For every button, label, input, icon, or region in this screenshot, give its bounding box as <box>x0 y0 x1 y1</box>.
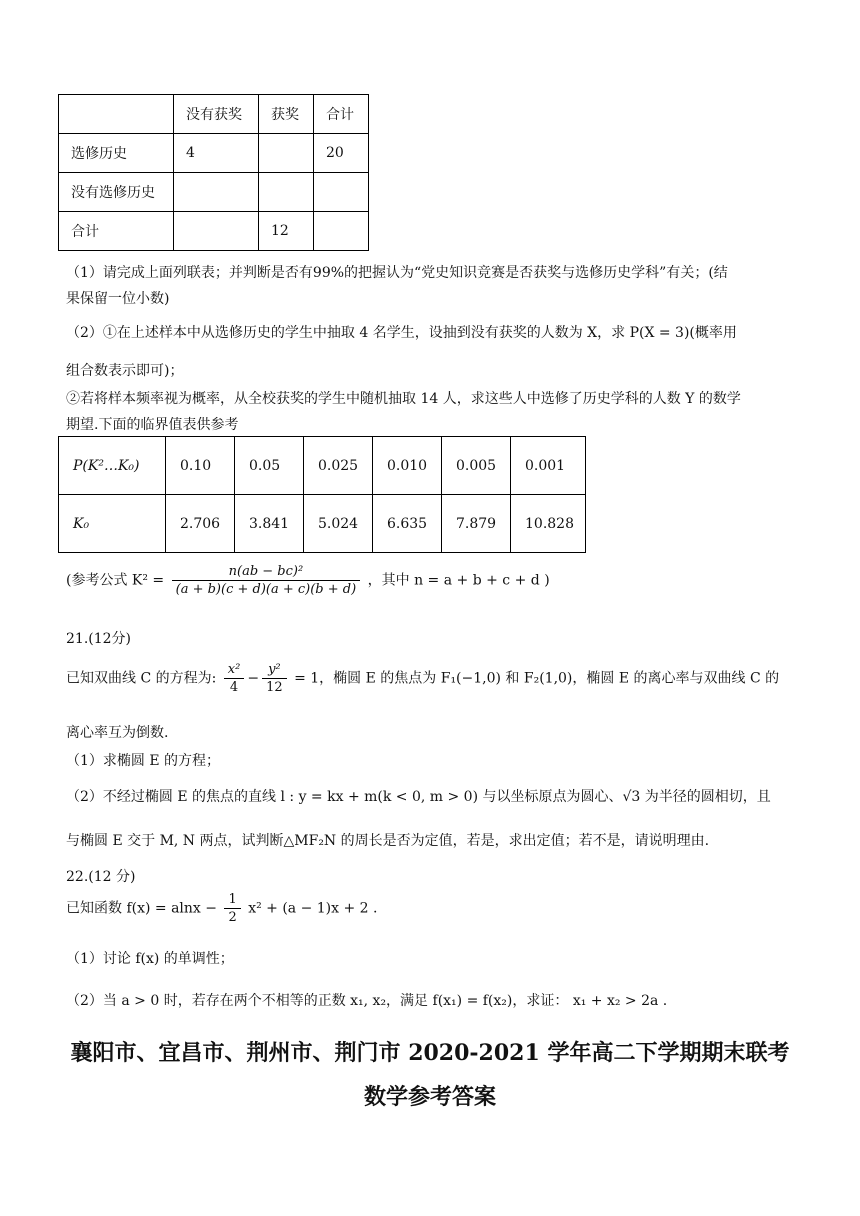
q21-part2-line1: （2）不经过椭圆 E 的焦点的直线 l : y = kx + m(k < 0, m > 0) 与以坐标原点为圆心、√3 为半径的圆相切，且 <box>66 789 771 805</box>
answer-key-subheading: 数学参考答案 <box>363 1084 496 1110</box>
table-cell: 3.841 <box>235 495 304 553</box>
table-cell: 5.024 <box>304 495 373 553</box>
critical-value-table <box>58 436 586 553</box>
table-cell: 0.010 <box>373 437 442 495</box>
table-cell: 0.10 <box>166 437 235 495</box>
table-cell: 0.001 <box>511 437 586 495</box>
answer-key-heading: 襄阳市、宜昌市、荆州市、荆门市 2020-2021 学年高二下学期期末联考 <box>70 1040 790 1066</box>
table-cell: 0.05 <box>235 437 304 495</box>
contingency-table <box>58 94 369 251</box>
q20-part3-line2: 期望.下面的临界值表供参考 <box>66 417 239 433</box>
table-row <box>59 495 586 553</box>
table-cell <box>174 173 259 212</box>
table-header: P(K²…K₀) <box>59 437 166 495</box>
fraction-denominator: 12 <box>266 680 283 695</box>
reference-formula <box>66 564 550 597</box>
q21-title: 21.(12分) <box>66 631 132 647</box>
table-row <box>59 437 586 495</box>
formula-denominator: (a + b)(c + d)(a + c)(b + d) <box>175 582 357 597</box>
fraction-denominator: 4 <box>229 680 239 695</box>
table-cell <box>174 212 259 251</box>
table-header: 没有获奖 <box>174 95 259 134</box>
q20-part1-line2: 果保留一位小数) <box>66 291 170 307</box>
q21-line1: 已知双曲线 C 的方程为: $\frac{\text{x²}}{4}$ − $\frac{\text{y²}}{12}$ = 1，椭圆 E 的焦点为 F₁(−1,0) 和 F₂(1,0)，椭圆 E 的离心率与双曲线 C 的 <box>66 662 780 695</box>
q21-part2-line2: 与椭圆 E 交于 M, N 两点，试判断△MF₂N 的周长是否为定值，若是，求出定值；若不是，请说明理由. <box>66 833 710 849</box>
table-cell: 选修历史 <box>59 134 174 173</box>
q20-part2-line1: （2）①在上述样本中从选修历史的学生中抽取 4 名学生，设抽到没有获奖的人数为 X，求 P(X = 3)(概率用 <box>66 325 737 341</box>
q20-part3-line1: ②若将样本频率视为概率，从全校获奖的学生中随机抽取 14 人，求这些人中选修了历史学科的人数 Y 的数学 <box>66 391 741 407</box>
table-row <box>59 95 369 134</box>
q22-part1: （1）讨论 f(x) 的单调性； <box>66 951 234 967</box>
q20-part2-line2: 组合数表示即可)； <box>66 363 184 379</box>
fraction-numerator: y² <box>262 662 287 679</box>
q22-part2: （2）当 a > 0 时，若存在两个不相等的正数 x₁, x₂，满足 f(x₁) = f(x₂)，求证： x₁ + x₂ > 2a . <box>66 993 668 1009</box>
q22-text-a: 已知函数 f(x) = alnx − <box>66 900 217 917</box>
formula-fraction <box>172 564 361 597</box>
table-cell <box>259 134 314 173</box>
q21-text-a: 已知双曲线 C 的方程为: <box>66 670 217 687</box>
table-cell: 4 <box>174 134 259 173</box>
table-cell <box>314 173 369 212</box>
table-header: K₀ <box>59 495 166 553</box>
fraction-denominator: 2 <box>228 910 237 925</box>
table-row <box>59 212 369 251</box>
table-row <box>59 134 369 173</box>
table-cell: 0.025 <box>304 437 373 495</box>
hyperbola-term-x <box>224 662 245 695</box>
table-cell: 0.005 <box>442 437 511 495</box>
table-cell: 没有选修历史 <box>59 173 174 212</box>
half-fraction <box>224 892 240 925</box>
table-cell: 10.828 <box>511 495 586 553</box>
q21-text-b: = 1，椭圆 E 的焦点为 F₁(−1,0) 和 F₂(1,0)，椭圆 E 的离心率与双曲线 C 的 <box>294 670 780 687</box>
fraction-numerator: x² <box>224 662 245 679</box>
table-cell: 合计 <box>59 212 174 251</box>
q22-line1 <box>66 892 377 925</box>
q21-line2: 离心率互为倒数. <box>66 725 169 741</box>
table-cell: 6.635 <box>373 495 442 553</box>
table-cell <box>314 212 369 251</box>
table-cell <box>59 95 174 134</box>
q22-title: 22.(12 分) <box>66 869 136 885</box>
table-cell: 2.706 <box>166 495 235 553</box>
hyperbola-term-y <box>262 662 287 695</box>
q21-part1: （1）求椭圆 E 的方程； <box>66 753 221 769</box>
table-cell: 12 <box>259 212 314 251</box>
table-row <box>59 173 369 212</box>
table-cell <box>259 173 314 212</box>
q20-part1-line1: （1）请完成上面列联表；并判断是否有99%的把握认为“党史知识竞赛是否获奖与选修历史学科”有关；(结 <box>66 265 728 281</box>
formula-suffix: ，其中 n = a + b + c + d ) <box>367 572 550 589</box>
table-cell: 20 <box>314 134 369 173</box>
table-cell: 7.879 <box>442 495 511 553</box>
table-header: 合计 <box>314 95 369 134</box>
table-header: 获奖 <box>259 95 314 134</box>
formula-prefix: (参考公式 K² = <box>66 572 165 589</box>
formula-numerator: n(ab − bc)² <box>172 564 361 581</box>
fraction-numerator: 1 <box>224 892 240 909</box>
q22-text-b: x² + (a − 1)x + 2 . <box>248 900 378 917</box>
